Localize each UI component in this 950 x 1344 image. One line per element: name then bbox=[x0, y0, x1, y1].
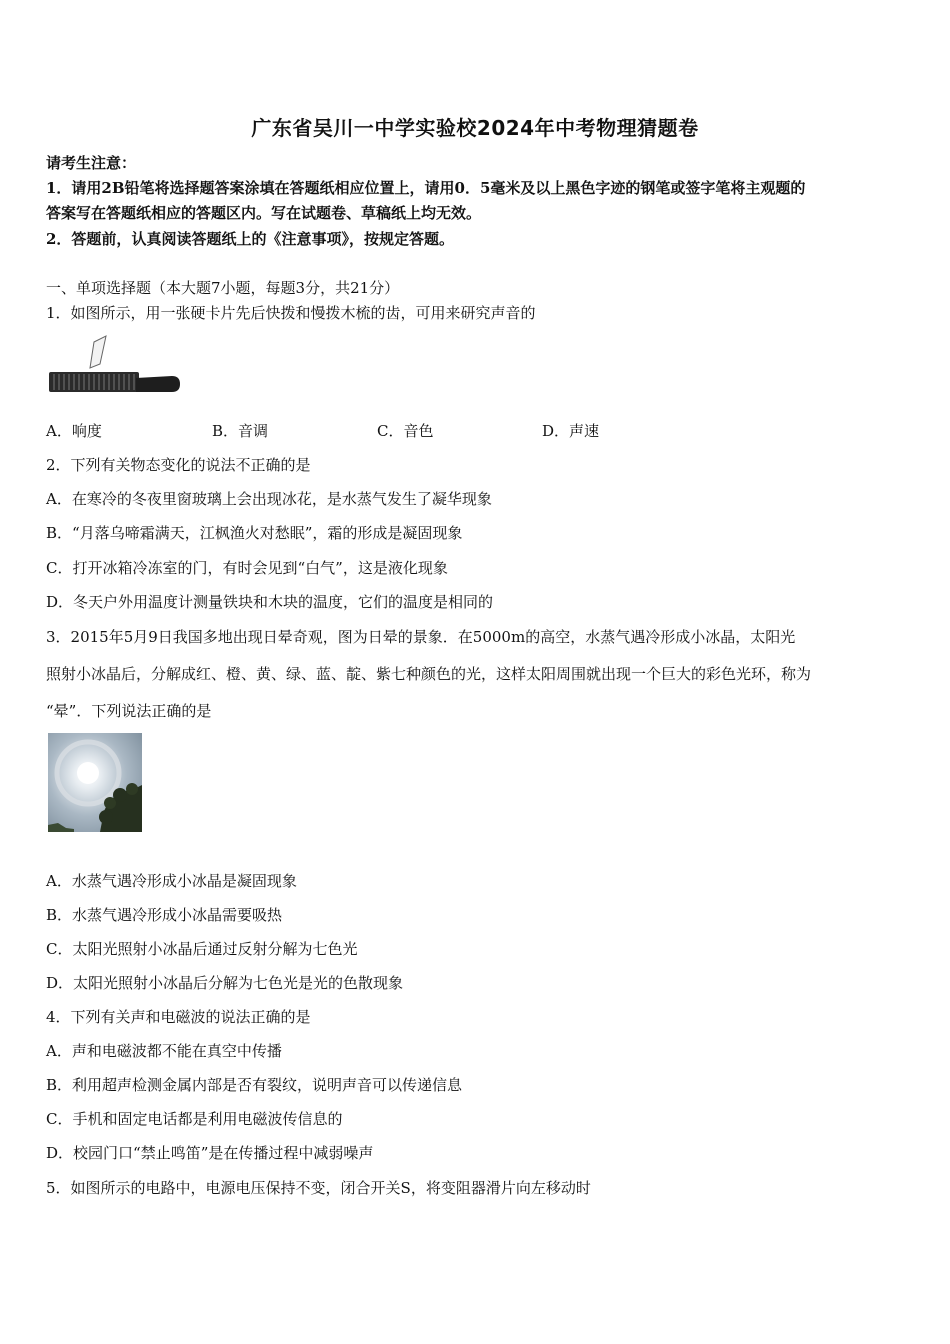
q1-option-a[interactable]: A．响度 bbox=[46, 422, 102, 440]
q1-option-d[interactable]: D．声速 bbox=[542, 422, 600, 440]
notice-item-1a: 1．请用2B铅笔将选择题答案涂填在答题纸相应位置上，请用0．5毫米及以上黑色字迹的钢笔或签字笔将主观题的 bbox=[46, 179, 806, 197]
section-heading: 一、单项选择题（本大题7小题，每题3分，共21分） bbox=[46, 279, 400, 297]
q4-option-d[interactable]: D．校园门口“禁止鸣笛”是在传播过程中减弱噪声 bbox=[46, 1144, 374, 1162]
q1-option-b[interactable]: B．音调 bbox=[212, 422, 269, 440]
q2-option-c[interactable]: C．打开冰箱冷冻室的门，有时会见到“白气”，这是液化现象 bbox=[46, 559, 448, 577]
q1-stem: 1．如图所示，用一张硬卡片先后快拨和慢拨木梳的齿，可用来研究声音的 bbox=[46, 304, 536, 322]
q5-stem: 5．如图所示的电路中，电源电压保持不变，闭合开关S，将变阻器滑片向左移动时 bbox=[46, 1179, 591, 1197]
q3-option-c[interactable]: C．太阳光照射小冰晶后通过反射分解为七色光 bbox=[46, 940, 358, 958]
q2-stem: 2．下列有关物态变化的说法不正确的是 bbox=[46, 456, 311, 474]
q4-option-a[interactable]: A．声和电磁波都不能在真空中传播 bbox=[46, 1042, 282, 1060]
q3-option-b[interactable]: B．水蒸气遇冷形成小冰晶需要吸热 bbox=[46, 906, 283, 924]
sun-halo-photo bbox=[48, 733, 142, 832]
q2-option-d[interactable]: D．冬天户外用温度计测量铁块和木块的温度，它们的温度是相同的 bbox=[46, 593, 494, 611]
q3-stem-line2: 照射小冰晶后，分解成红、橙、黄、绿、蓝、靛、紫七种颜色的光，这样太阳周围就出现一个巨大的彩色光环，称为 bbox=[46, 665, 812, 683]
q4-option-c[interactable]: C．手机和固定电话都是利用电磁波传信息的 bbox=[46, 1110, 343, 1128]
q3-stem-line3: “晕”．下列说法正确的是 bbox=[46, 702, 212, 720]
q3-stem-line1: 3．2015年5月9日我国多地出现日晕奇观，图为日晕的景象．在5000m的高空，水蒸气遇冷形成小冰晶，太阳光 bbox=[46, 628, 796, 646]
q2-option-b[interactable]: B．“月落乌啼霜满天，江枫渔火对愁眠”，霜的形成是凝固现象 bbox=[46, 524, 463, 542]
q3-option-a[interactable]: A．水蒸气遇冷形成小冰晶是凝固现象 bbox=[46, 872, 297, 890]
notice-heading: 请考生注意： bbox=[46, 154, 137, 172]
q1-option-c[interactable]: C．音色 bbox=[377, 422, 434, 440]
notice-item-1b: 答案写在答题纸相应的答题区内。写在试题卷、草稿纸上均无效。 bbox=[46, 204, 482, 222]
q4-stem: 4．下列有关声和电磁波的说法正确的是 bbox=[46, 1008, 311, 1026]
q4-option-b[interactable]: B．利用超声检测金属内部是否有裂纹，说明声音可以传递信息 bbox=[46, 1076, 463, 1094]
comb-card-illustration bbox=[46, 334, 182, 400]
exam-title: 广东省吴川一中学实验校2024年中考物理猜题卷 bbox=[251, 116, 699, 140]
q3-option-d[interactable]: D．太阳光照射小冰晶后分解为七色光是光的色散现象 bbox=[46, 974, 404, 992]
notice-item-2: 2．答题前，认真阅读答题纸上的《注意事项》，按规定答题。 bbox=[46, 230, 454, 248]
q2-option-a[interactable]: A．在寒冷的冬夜里窗玻璃上会出现冰花，是水蒸气发生了凝华现象 bbox=[46, 490, 492, 508]
